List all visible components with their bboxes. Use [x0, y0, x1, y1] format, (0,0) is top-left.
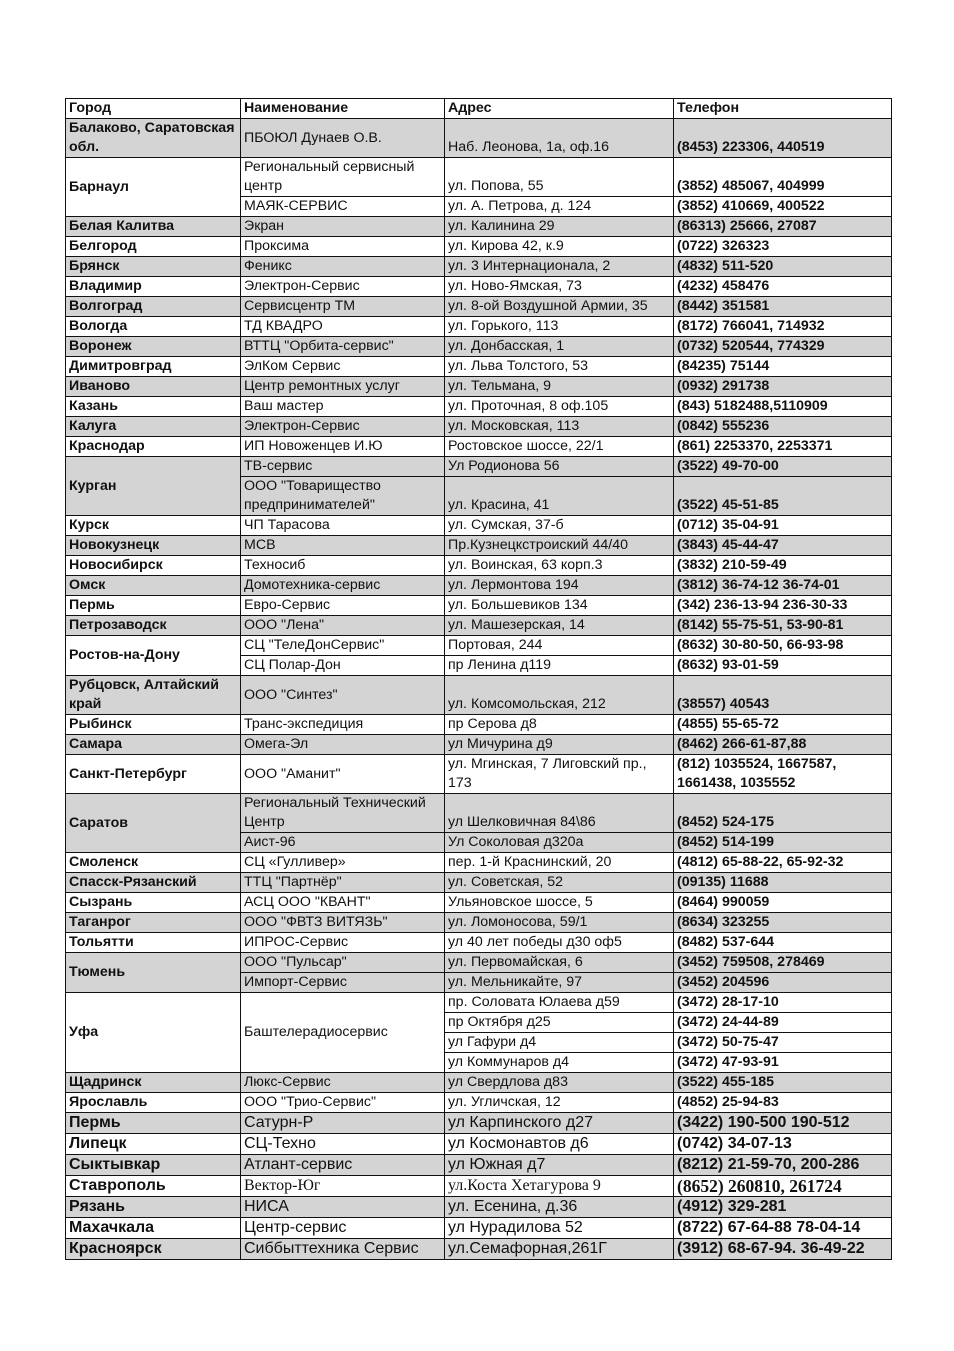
address-cell: ул. Ново-Ямская, 73: [445, 277, 674, 297]
phone-cell: (4812) 65-88-22, 65-92-32: [674, 853, 892, 873]
address-cell: ул Космонавтов д6: [445, 1134, 674, 1155]
phone-cell: (843) 5182488,5110909: [674, 397, 892, 417]
name-cell: ООО "Лена": [241, 616, 445, 636]
name-cell: Сиббыттехника Сервис: [241, 1239, 445, 1260]
city-cell: Тольятти: [66, 933, 241, 953]
phone-cell: (3852) 410669, 400522: [674, 197, 892, 217]
city-cell: Уфа: [66, 993, 241, 1073]
address-cell: ул.Коста Хетагурова 9: [445, 1176, 674, 1197]
city-cell: Рязань: [66, 1197, 241, 1218]
address-cell: ул. Тельмана, 9: [445, 377, 674, 397]
address-cell: ул Гафури д4: [445, 1033, 674, 1053]
phone-cell: (8442) 351581: [674, 297, 892, 317]
city-cell: Смоленск: [66, 853, 241, 873]
table-row: [66, 297, 892, 317]
name-cell: СЦ-Техно: [241, 1134, 445, 1155]
name-cell: Феникс: [241, 257, 445, 277]
table-row: [66, 755, 892, 794]
phone-cell: (8482) 537-644: [674, 933, 892, 953]
name-cell: Баштелерадиосервис: [241, 993, 445, 1073]
table-row: [66, 953, 892, 973]
phone-cell: (3522) 49-70-00: [674, 457, 892, 477]
phone-cell: (3843) 45-44-47: [674, 536, 892, 556]
city-cell: Рубцовск, Алтайский край: [66, 676, 241, 715]
phone-cell: (4852) 25-94-83: [674, 1093, 892, 1113]
address-cell: ул. Кирова 42, к.9: [445, 237, 674, 257]
city-cell: Новокузнецк: [66, 536, 241, 556]
phone-cell: (8452) 514-199: [674, 833, 892, 853]
table-header-row: [66, 99, 892, 119]
phone-cell: (3852) 485067, 404999: [674, 158, 892, 197]
address-cell: ул. Донбасская, 1: [445, 337, 674, 357]
name-cell: Вектор-Юг: [241, 1176, 445, 1197]
table-row: [66, 853, 892, 873]
phone-cell: (84235) 75144: [674, 357, 892, 377]
header-address: Адрес: [445, 99, 674, 119]
address-cell: ул. Проточная, 8 оф.105: [445, 397, 674, 417]
name-cell: ООО "Аманит": [241, 755, 445, 794]
name-cell: СЦ «Гулливер»: [241, 853, 445, 873]
phone-cell: (0932) 291738: [674, 377, 892, 397]
phone-cell: (09135) 11688: [674, 873, 892, 893]
name-cell: ЧП Тарасова: [241, 516, 445, 536]
name-cell: Омега-Эл: [241, 735, 445, 755]
table-row: [66, 893, 892, 913]
address-cell: Портовая, 244: [445, 636, 674, 656]
phone-cell: (8212) 21-59-70, 200-286: [674, 1155, 892, 1176]
address-cell: ул. Большевиков 134: [445, 596, 674, 616]
phone-cell: (4832) 511-520: [674, 257, 892, 277]
phone-cell: (8172) 766041, 714932: [674, 317, 892, 337]
phone-cell: (8462) 266-61-87,88: [674, 735, 892, 755]
address-cell: ул. Ломоносова, 59/1: [445, 913, 674, 933]
city-cell: Краснодар: [66, 437, 241, 457]
name-cell: СЦ "ТелеДонСервис": [241, 636, 445, 656]
name-cell: Ваш мастер: [241, 397, 445, 417]
address-cell: пр Ленина д119: [445, 656, 674, 676]
name-cell: СЦ Полар-Дон: [241, 656, 445, 676]
address-cell: Пр.Кузнецкстроиский 44/40: [445, 536, 674, 556]
address-cell: ул. Мельникайте, 97: [445, 973, 674, 993]
table-row: [66, 1113, 892, 1134]
table-body: [66, 99, 892, 1260]
address-cell: ул. Калинина 29: [445, 217, 674, 237]
phone-cell: (3522) 455-185: [674, 1073, 892, 1093]
city-cell: Пермь: [66, 596, 241, 616]
phone-cell: (0842) 555236: [674, 417, 892, 437]
name-cell: ПБОЮЛ Дунаев О.В.: [241, 119, 445, 158]
phone-cell: (8634) 323255: [674, 913, 892, 933]
city-cell: Липецк: [66, 1134, 241, 1155]
table-row: [66, 257, 892, 277]
city-cell: Ярославль: [66, 1093, 241, 1113]
table-row: [66, 158, 892, 197]
name-cell: НИСА: [241, 1197, 445, 1218]
table-row: [66, 556, 892, 576]
name-cell: Транс-экспедиция: [241, 715, 445, 735]
address-cell: пер. 1-й Краснинский, 20: [445, 853, 674, 873]
address-cell: ул Коммунаров д4: [445, 1053, 674, 1073]
table-row: [66, 457, 892, 477]
address-cell: ул 40 лет победы д30 оф5: [445, 933, 674, 953]
address-cell: ул. А. Петрова, д. 124: [445, 197, 674, 217]
address-cell: ул. Красина, 41: [445, 477, 674, 516]
name-cell: Электрон-Сервис: [241, 417, 445, 437]
table-row: [66, 357, 892, 377]
phone-cell: (8453) 223306, 440519: [674, 119, 892, 158]
address-cell: ул. 3 Интернационала, 2: [445, 257, 674, 277]
phone-cell: (3832) 210-59-49: [674, 556, 892, 576]
table-row: [66, 317, 892, 337]
phone-cell: (4912) 329-281: [674, 1197, 892, 1218]
name-cell: ЭлКом Сервис: [241, 357, 445, 377]
city-cell: Волгоград: [66, 297, 241, 317]
table-row: [66, 596, 892, 616]
name-cell: ТТЦ "Партнёр": [241, 873, 445, 893]
address-cell: Ульяновское шоссе, 5: [445, 893, 674, 913]
table-row: [66, 1134, 892, 1155]
table-row: [66, 277, 892, 297]
phone-cell: (4855) 55-65-72: [674, 715, 892, 735]
city-cell: Таганрог: [66, 913, 241, 933]
city-cell: Вологда: [66, 317, 241, 337]
address-cell: ул. Угличская, 12: [445, 1093, 674, 1113]
name-cell: Экран: [241, 217, 445, 237]
table-row: [66, 913, 892, 933]
table-row: [66, 676, 892, 715]
address-cell: ул Карпинского д27: [445, 1113, 674, 1134]
city-cell: Сызрань: [66, 893, 241, 913]
address-cell: ул. Воинская, 63 корп.3: [445, 556, 674, 576]
table-row: [66, 217, 892, 237]
phone-cell: (8142) 55-75-51, 53-90-81: [674, 616, 892, 636]
name-cell: Сатурн-Р: [241, 1113, 445, 1134]
city-cell: Балаково, Саратовская обл.: [66, 119, 241, 158]
phone-cell: (0722) 326323: [674, 237, 892, 257]
address-cell: Ростовское шоссе, 22/1: [445, 437, 674, 457]
city-cell: Саратов: [66, 794, 241, 853]
address-cell: ул Нурадилова 52: [445, 1218, 674, 1239]
city-cell: Санкт-Петербург: [66, 755, 241, 794]
table-row: [66, 616, 892, 636]
name-cell: ООО "Синтез": [241, 676, 445, 715]
table-row: [66, 1073, 892, 1093]
table-row: [66, 873, 892, 893]
phone-cell: (3452) 759508, 278469: [674, 953, 892, 973]
table-row: [66, 337, 892, 357]
name-cell: ООО "Товарищество предпринимателей": [241, 477, 445, 516]
name-cell: ООО "ФВТЗ ВИТЯЗЬ": [241, 913, 445, 933]
table-row: [66, 933, 892, 953]
phone-cell: (0712) 35-04-91: [674, 516, 892, 536]
phone-cell: (3472) 28-17-10: [674, 993, 892, 1013]
city-cell: Димитровград: [66, 357, 241, 377]
phone-cell: (8632) 30-80-50, 66-93-98: [674, 636, 892, 656]
address-cell: ул Южная д7: [445, 1155, 674, 1176]
name-cell: Атлант-сервис: [241, 1155, 445, 1176]
header-name: Наименование: [241, 99, 445, 119]
address-cell: ул. Комсомольская, 212: [445, 676, 674, 715]
city-cell: Рыбинск: [66, 715, 241, 735]
address-cell: ул. Советская, 52: [445, 873, 674, 893]
name-cell: Импорт-Сервис: [241, 973, 445, 993]
city-cell: Пермь: [66, 1113, 241, 1134]
city-cell: Иваново: [66, 377, 241, 397]
city-cell: Махачкала: [66, 1218, 241, 1239]
table-row: [66, 437, 892, 457]
city-cell: Курган: [66, 457, 241, 516]
name-cell: Региональный сервисный центр: [241, 158, 445, 197]
phone-cell: (3472) 47-93-91: [674, 1053, 892, 1073]
name-cell: ТВ-сервис: [241, 457, 445, 477]
name-cell: Проксима: [241, 237, 445, 257]
phone-cell: (3472) 50-75-47: [674, 1033, 892, 1053]
name-cell: Сервисцентр ТМ: [241, 297, 445, 317]
phone-cell: (861) 2253370, 2253371: [674, 437, 892, 457]
city-cell: Казань: [66, 397, 241, 417]
phone-cell: (3472) 24-44-89: [674, 1013, 892, 1033]
name-cell: ИП Новоженцев И.Ю: [241, 437, 445, 457]
city-cell: Тюмень: [66, 953, 241, 993]
table-row: [66, 1093, 892, 1113]
name-cell: МСВ: [241, 536, 445, 556]
address-cell: ул. Горького, 113: [445, 317, 674, 337]
phone-cell: (3522) 45-51-85: [674, 477, 892, 516]
city-cell: Воронеж: [66, 337, 241, 357]
address-cell: пр Октября д25: [445, 1013, 674, 1033]
city-cell: Белая Калитва: [66, 217, 241, 237]
table-row: [66, 1197, 892, 1218]
table-row: [66, 1155, 892, 1176]
phone-cell: (8452) 524-175: [674, 794, 892, 833]
name-cell: МАЯК-СЕРВИС: [241, 197, 445, 217]
name-cell: ООО "Трио-Сервис": [241, 1093, 445, 1113]
city-cell: Сыктывкар: [66, 1155, 241, 1176]
address-cell: ул. Есенина, д.36: [445, 1197, 674, 1218]
name-cell: ВТТЦ "Орбита-сервис": [241, 337, 445, 357]
city-cell: Барнаул: [66, 158, 241, 217]
address-cell: ул. Лермонтова 194: [445, 576, 674, 596]
table-row: [66, 1218, 892, 1239]
address-cell: ул. Московская, 113: [445, 417, 674, 437]
phone-cell: (38557) 40543: [674, 676, 892, 715]
table-row: [66, 636, 892, 656]
phone-cell: (0732) 520544, 774329: [674, 337, 892, 357]
table-row: [66, 237, 892, 257]
city-cell: Самара: [66, 735, 241, 755]
address-cell: ул. Первомайская, 6: [445, 953, 674, 973]
address-cell: ул Шелковичная 84\86: [445, 794, 674, 833]
city-cell: Омск: [66, 576, 241, 596]
table-row: [66, 417, 892, 437]
phone-cell: (342) 236-13-94 236-30-33: [674, 596, 892, 616]
phone-cell: (812) 1035524, 1667587, 1661438, 1035552: [674, 755, 892, 794]
name-cell: Техносиб: [241, 556, 445, 576]
city-cell: Щадринск: [66, 1073, 241, 1093]
address-cell: Ул Родионова 56: [445, 457, 674, 477]
header-city: Город: [66, 99, 241, 119]
address-cell: ул. Сумская, 37-б: [445, 516, 674, 536]
phone-cell: (8464) 990059: [674, 893, 892, 913]
phone-cell: (8722) 67-64-88 78-04-14: [674, 1218, 892, 1239]
name-cell: Региональный Технический Центр: [241, 794, 445, 833]
phone-cell: (3422) 190-500 190-512: [674, 1113, 892, 1134]
address-cell: ул. Льва Толстого, 53: [445, 357, 674, 377]
table-row: [66, 1239, 892, 1260]
phone-cell: (3912) 68-67-94. 36-49-22: [674, 1239, 892, 1260]
table-row: [66, 576, 892, 596]
name-cell: ИПРОС-Сервис: [241, 933, 445, 953]
city-cell: Петрозаводск: [66, 616, 241, 636]
table-row: [66, 377, 892, 397]
header-phone: Телефон: [674, 99, 892, 119]
table-row: [66, 536, 892, 556]
table-row: [66, 794, 892, 833]
name-cell: Аист-96: [241, 833, 445, 853]
name-cell: Центр ремонтных услуг: [241, 377, 445, 397]
table-row: [66, 397, 892, 417]
address-cell: ул.Семафорная,261Г: [445, 1239, 674, 1260]
name-cell: Центр-сервис: [241, 1218, 445, 1239]
city-cell: Ставрополь: [66, 1176, 241, 1197]
phone-cell: (0742) 34-07-13: [674, 1134, 892, 1155]
phone-cell: (3452) 204596: [674, 973, 892, 993]
address-cell: ул. 8-ой Воздушной Армии, 35: [445, 297, 674, 317]
address-cell: ул Свердлова д83: [445, 1073, 674, 1093]
city-cell: Брянск: [66, 257, 241, 277]
name-cell: АСЦ ООО "КВАНТ": [241, 893, 445, 913]
city-cell: Новосибирск: [66, 556, 241, 576]
name-cell: Домотехника-сервис: [241, 576, 445, 596]
name-cell: ООО "Пульсар": [241, 953, 445, 973]
city-cell: Владимир: [66, 277, 241, 297]
table-row: [66, 715, 892, 735]
address-cell: ул. Мгинская, 7 Лиговский пр., 173: [445, 755, 674, 794]
table-row: [66, 1176, 892, 1197]
address-cell: пр Серова д8: [445, 715, 674, 735]
phone-cell: (3812) 36-74-12 36-74-01: [674, 576, 892, 596]
city-cell: Белгород: [66, 237, 241, 257]
phone-cell: (8652) 260810, 261724: [674, 1176, 892, 1197]
address-cell: ул. Машезерская, 14: [445, 616, 674, 636]
city-cell: Курск: [66, 516, 241, 536]
name-cell: Электрон-Сервис: [241, 277, 445, 297]
address-cell: ул Мичурина д9: [445, 735, 674, 755]
city-cell: Ростов-на-Дону: [66, 636, 241, 676]
address-cell: пр. Соловата Юлаева д59: [445, 993, 674, 1013]
city-cell: Красноярск: [66, 1239, 241, 1260]
table-row: [66, 993, 892, 1013]
name-cell: Евро-Сервис: [241, 596, 445, 616]
phone-cell: (8632) 93-01-59: [674, 656, 892, 676]
table-row: [66, 516, 892, 536]
name-cell: ТД КВАДРО: [241, 317, 445, 337]
city-cell: Калуга: [66, 417, 241, 437]
address-cell: ул. Попова, 55: [445, 158, 674, 197]
address-cell: Ул Соколовая д320а: [445, 833, 674, 853]
city-cell: Спасск-Рязанский: [66, 873, 241, 893]
address-cell: Наб. Леонова, 1а, оф.16: [445, 119, 674, 158]
table-row: [66, 119, 892, 158]
name-cell: Люкс-Сервис: [241, 1073, 445, 1093]
phone-cell: (4232) 458476: [674, 277, 892, 297]
service-centers-table: [65, 98, 892, 1260]
table-row: [66, 735, 892, 755]
phone-cell: (86313) 25666, 27087: [674, 217, 892, 237]
